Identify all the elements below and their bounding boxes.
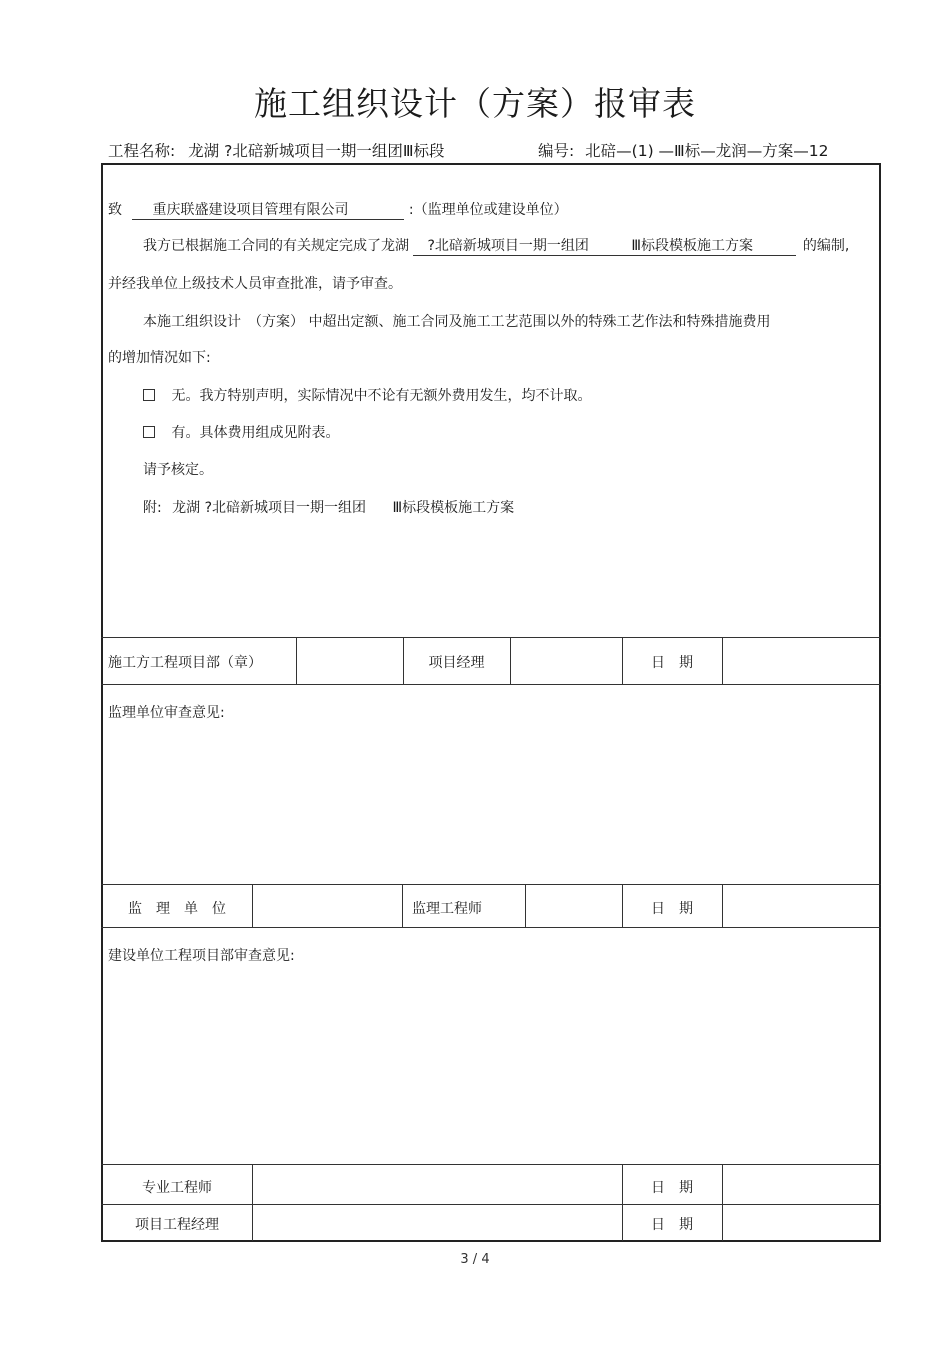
option-yes: [143, 422, 339, 442]
plan-name-part2: Ⅲ标段模板施工方案: [631, 238, 753, 254]
form-number-line: [538, 139, 828, 161]
form-number-label: 编号:: [538, 142, 575, 160]
rule-sign-row1-bottom: [101, 684, 881, 685]
contractor-dept-label: 施工方工程项目部（章）: [108, 655, 262, 671]
col-rule: [722, 884, 723, 927]
to-label: 致: [108, 202, 122, 218]
supervisor-opinion-label: 监理单位审查意见:: [108, 705, 225, 721]
supervisor-engineer-label: 监理工程师: [412, 901, 482, 917]
para1-line1: [143, 235, 849, 256]
rule-sign-row1-top: [101, 637, 881, 638]
attachment-part2: Ⅲ标段模板施工方案: [392, 500, 515, 516]
specialist-engineer-label: 专业工程师: [142, 1180, 212, 1196]
rule-owner-row2-top: [101, 1204, 881, 1205]
col-rule: [252, 884, 253, 927]
option-none-label: 无。我方特别声明，实际情况中不论有无额外费用发生，均不计取。: [171, 388, 592, 404]
recipient-name: 重庆联盛建设项目管理有限公司: [132, 199, 404, 220]
supervisor-date-label: 日 期: [651, 901, 693, 917]
col-rule: [525, 884, 526, 927]
para2-line2: 的增加情况如下:: [108, 350, 211, 366]
col-rule: [296, 637, 297, 684]
rule-supervisor-row-top: [101, 884, 881, 885]
form-title: 施工组织设计（方案）报审表: [254, 84, 696, 123]
col-rule: [252, 1164, 253, 1241]
para1-prefix: 我方已根据施工合同的有关规定完成了龙湖: [143, 238, 409, 254]
col-rule: [722, 637, 723, 684]
owner-date-label-2: 日 期: [651, 1217, 693, 1233]
col-rule: [510, 637, 511, 684]
page-number: 3 / 4: [460, 1252, 490, 1267]
recipient-line: [108, 199, 568, 220]
para2-line1: 本施工组织设计 （方案） 中超出定额、施工合同及施工工艺范围以外的特殊工艺作法和特殊措施费用: [143, 314, 771, 330]
option-none: [143, 385, 591, 405]
supervisor-unit-label: 监 理 单 位: [128, 901, 226, 917]
project-manager-label: 项目经理: [428, 655, 485, 671]
project-engineering-manager-label: 项目工程经理: [135, 1217, 219, 1233]
option-yes-label: 有。具体费用组成见附表。: [171, 425, 340, 441]
para1-suffix: 的编制,: [802, 238, 850, 254]
project-name-label: 工程名称:: [108, 142, 176, 160]
request-text: 请予核定。: [143, 462, 213, 478]
project-name-line: [108, 139, 445, 161]
owner-opinion-label: 建设单位工程项目部审查意见:: [108, 948, 295, 964]
col-rule: [722, 1164, 723, 1241]
option-none-checkbox[interactable]: [143, 389, 155, 401]
recipient-note: :（监理单位或建设单位）: [408, 202, 568, 218]
owner-date-label-1: 日 期: [651, 1180, 693, 1196]
form-number-value: 北碚—(1) —Ⅲ标—龙润—方案—12: [585, 142, 829, 160]
plan-name-part1: ?北碚新城项目一期一组团: [427, 238, 589, 254]
project-name-value: 龙湖 ?北碚新城项目一期一组团Ⅲ标段: [188, 142, 445, 160]
option-yes-checkbox[interactable]: [143, 426, 155, 438]
para1-line2: 并经我单位上级技术人员审查批准，请予审查。: [108, 276, 402, 292]
rule-owner-row1-top: [101, 1164, 881, 1165]
attachment-label: 附:: [143, 500, 162, 516]
col-rule: [402, 884, 403, 927]
attachment-part1: 龙湖 ?北碚新城项目一期一组团: [172, 500, 367, 516]
date-label: 日 期: [651, 655, 693, 671]
attachment-line: [143, 497, 514, 517]
plan-name-blank: [413, 235, 796, 256]
rule-supervisor-row-bottom: [101, 927, 881, 928]
